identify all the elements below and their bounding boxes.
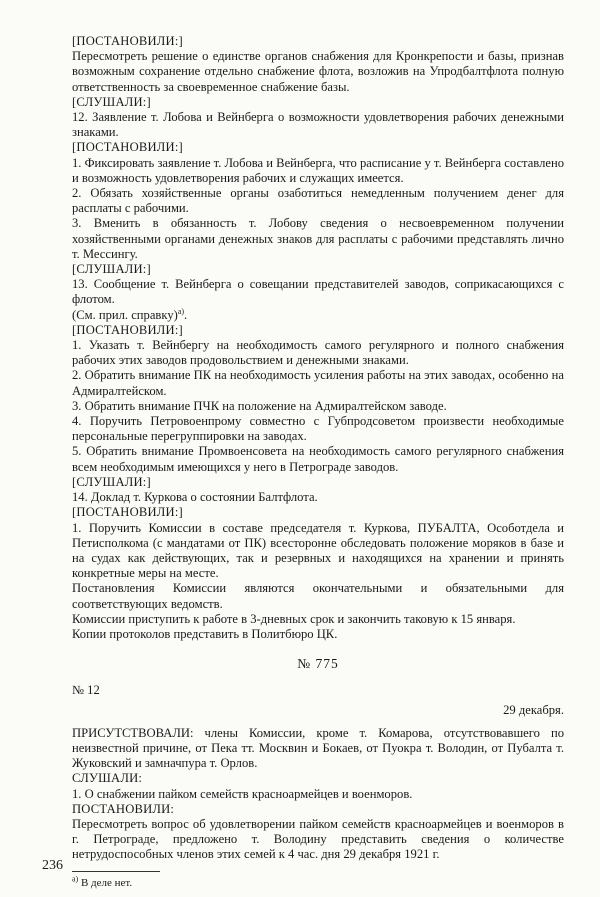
document-number: № 775	[297, 656, 339, 672]
paragraph: Пересмотреть решение о единстве органов снабжения для Кронкрепости и базы, признав возможным сохранение отдельно снабжение флота, возложив на Упродбалтфлота полную ответственность за своевременное снабжение базы.	[72, 49, 564, 94]
protocol-bottom-section	[72, 726, 564, 863]
protocol-date: 29 декабря.	[503, 702, 564, 717]
see-note-tail: .	[184, 307, 188, 322]
footnote-ref: а)	[177, 306, 185, 316]
see-note-text: (См. прил. справку)	[72, 307, 178, 322]
section-heading: СЛУШАЛИ:	[72, 771, 143, 786]
footnote-divider	[72, 871, 160, 872]
paragraph: 1. О снабжении пайком семейств красноармейцев и военморов.	[72, 786, 413, 801]
paragraph: 3. Вменить в обязанность т. Лобову сведения о несвоевременном получении хозяйственными органами денежных знаков для расплаты с рабочими представлять лично т. Мессингу.	[72, 216, 564, 261]
section-heading: [СЛУШАЛИ:]	[72, 474, 151, 489]
paragraph: Пересмотреть вопрос об удовлетворении пайком семейств красноармейцев и военморов в г. Петрограде, предложено т. Володину представить сведения о количестве нетрудоспособных членов этих семей к 4 час. дня 29 декабря 1921 г.	[72, 816, 564, 862]
paragraph: 2. Обязать хозяйственные органы озаботиться немедленным получением денег для расплаты с рабочими.	[72, 186, 564, 216]
paragraph: 4. Поручить Петровоенпрому совместно с Губпродсоветом произвести необходимые персональные перегруппировки на заводах.	[72, 414, 564, 444]
paragraph: 1. Фиксировать заявление т. Лобова и Вейнберга, что расписание у т. Вейнберга составлено и возможность удовлетворения рабочих и служащих имеется.	[72, 155, 564, 185]
document-page	[72, 34, 564, 891]
footnote	[72, 873, 564, 891]
paragraph: Постановления Комиссии являются окончательными и обязательными для соответствующих ведомств.	[72, 581, 564, 611]
paragraph: Комиссии приступить к работе в 3-дневных срок и закончить таковую к 15 января.	[72, 611, 516, 626]
paragraph: 14. Доклад т. Куркова о состоянии Балтфлота.	[72, 490, 318, 505]
see-note	[72, 308, 564, 323]
paragraph: Копии протоколов представить в Политбюро ЦК.	[72, 626, 338, 641]
paragraph: 13. Сообщение т. Вейнберга о совещании представителей заводов, соприкасающихся с флотом.	[72, 277, 564, 307]
section-heading: ПОСТАНОВИЛИ:	[72, 801, 175, 816]
paragraph: 2. Обратить внимание ПК на необходимость усиления работы на этих заводах, особенно на Адмиралтейском.	[72, 368, 564, 398]
paragraph: 12. Заявление т. Лобова и Вейнберга о возможности удовлетворения рабочих денежными знаками.	[72, 110, 564, 140]
section-heading: [ПОСТАНОВИЛИ:]	[72, 322, 183, 337]
paragraph: 5. Обратить внимание Промвоенсовета на необходимость самого регулярного снабжения всем необходимым имеющихся у него в Петрограде заводов.	[72, 444, 564, 474]
protocol-number: № 12	[72, 683, 100, 698]
page-number: 236	[42, 858, 63, 873]
paragraph: 1. Поручить Комиссии в составе председателя т. Куркова, ПУБАЛТА, Особотдела и Петисполкома (с мандатами от ПК) всесторонне обследовать положение моряков в базе и на судах как действующих, так и резервных и находящихся на хранении и принять конкретные меры на месте.	[72, 520, 564, 581]
protocol-top-section	[72, 34, 564, 308]
section-heading: [ПОСТАНОВИЛИ:]	[72, 34, 183, 48]
paragraph: 3. Обратить внимание ПЧК на положение на Адмиралтейском заводе.	[72, 398, 447, 413]
section-heading: [СЛУШАЛИ:]	[72, 94, 151, 109]
footnote-text: В деле нет.	[80, 876, 133, 889]
protocol-middle-section	[72, 323, 564, 642]
paragraph: ПРИСУТСТВОВАЛИ: члены Комиссии, кроме т. Комарова, отсутствовавшего по неизвестной причине, от Пека тт. Москвин и Бокаев, от Пуокра т. Володин, от Пубалта т. Жуковский и замначпура т. Орлов.	[72, 725, 564, 771]
footnote-mark: а)	[72, 873, 79, 883]
section-heading: [ПОСТАНОВИЛИ:]	[72, 140, 183, 155]
section-heading: [ПОСТАНОВИЛИ:]	[72, 505, 183, 520]
paragraph: 1. Указать т. Вейнбергу на необходимость самого регулярного и полного снабжения рабочих этих заводов продовольствием и денежными знаками.	[72, 338, 564, 368]
section-heading: [СЛУШАЛИ:]	[72, 262, 151, 277]
